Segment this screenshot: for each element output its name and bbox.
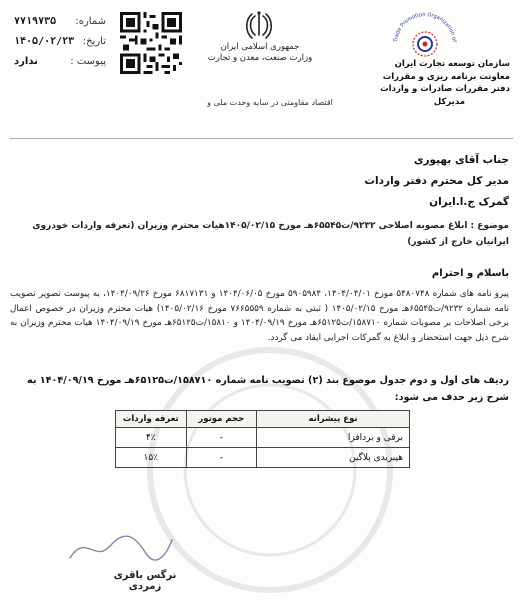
signer-name: نرگس باقری زمردی: [113, 570, 177, 592]
table-row: [116, 448, 410, 468]
body-paragraph-1: پیرو نامه های شماره ۵۴۸۰۷۴۸ مورخ ۱۴۰۴/۰۴/۰۱، ۵۹۰۵۹۸۴ مورخ ۱۴۰۴/۰۶/۰۵ و ۶۸۱۷۱۳۱ مورخ ۱۴۰۴/۰۹/۲۶، به پیوست تصویر تصویب نامه شماره ۹۲۳۲/ت۶۵۵۴۵هـ مورخ ۱۴۰۵/۰۲/۱۵ ( ثبتی به شماره ۷۶۶۵۵۵۹ مورخ ۱۴۰۵/۰۲/۱۶) هیات محترم وزیران در خصوص اعمال برخی اصلاحات بر مصوبات شماره ۱۵۸۷۱۰/ت۶۵۱۲۵هـ مورخ ۱۴۰۴/۰۹/۱۹ و ۱۵۸۱۰/ت۶۵۱۲۵هـ مورخ ۱۴۰۴/۰۹/۱۹ هیات محترم وزیران به شرح ذیل جهت استحضار و ابلاغ به گمرکات اجرایی ایفاد می گردد.: [10, 289, 510, 343]
table-cell: ۴٪: [116, 428, 187, 448]
number-row: [14, 12, 106, 32]
number-value: ۷۷۱۹۷۳۵: [14, 16, 57, 27]
column-header-engine-volume: حجم موتور: [186, 411, 257, 428]
table-cell: برقی و بردافزا: [257, 428, 410, 448]
table-cell: ۱۵٪: [116, 448, 187, 468]
addressee-title: مدیر کل محترم دفتر واردات: [364, 175, 509, 187]
date-value: ۱۴۰۵/۰۲/۲۳: [14, 36, 75, 47]
slogan-text: اقتصاد مقاومتی در سایه وحدت ملی و: [207, 98, 333, 107]
tariff-table: [115, 410, 410, 468]
ministry-name: [205, 42, 315, 64]
ministry-line-1: جمهوری اسلامی ایران: [220, 42, 300, 52]
column-header-import-tariff: تعرفه واردات: [116, 411, 187, 428]
tpo-logo-icon: [385, 4, 465, 60]
attachment-label: پیوست :: [70, 56, 106, 67]
body-paragraph-2: ردیف های اول و دوم جدول موضوع بند (۲) تصویب نامه شماره ۱۵۸۷۱۰/ت۶۵۱۲۵هـ مورخ ۱۴۰۴/۰۹/۱۹ به شرح زیر حذف می شود:: [27, 375, 509, 403]
national-emblem-icon: [245, 10, 273, 40]
organization-block: [360, 58, 510, 108]
table-header-row: [116, 411, 410, 428]
org-line: دفتر مقررات صادرات و واردات: [380, 84, 510, 94]
header-divider: [10, 138, 513, 139]
handwritten-signature-icon: [60, 528, 180, 568]
logo-arc-text: Trade Promotion Organization of: [393, 11, 457, 43]
date-row: [14, 32, 106, 52]
letter-subject: موضوع : ابلاغ مصوبه اصلاحی ۹۲۳۲/ت۶۵۵۴۵هـ مورخ ۱۴۰۵/۰۲/۱۵هیات محترم وزیران (تعرفه واردات خودروی ایرانیان خارج از کشور): [32, 221, 509, 247]
org-line: سازمان توسعه تجارت ایران: [394, 59, 510, 69]
addressee-name: جناب آقای بهپوری: [413, 154, 509, 166]
addressee-block: [209, 150, 509, 213]
attachment-value: ندارد: [14, 56, 38, 67]
column-header-engine-type: نوع پیشرانه: [257, 411, 410, 428]
org-line: معاونت برنامه ریزی و مقررات: [382, 71, 510, 82]
letter-meta: [14, 12, 106, 72]
org-line: مدیرکل: [433, 96, 465, 107]
table-row: [116, 428, 410, 448]
greeting: باسلام و احترام: [431, 268, 509, 279]
qr-code-icon: [120, 12, 182, 74]
addressee-organization: گمرک ج.ا.ایران: [429, 196, 509, 208]
ministry-line-2: وزارت صنعت، معدن و تجارت: [207, 53, 313, 63]
table-cell: -: [186, 448, 257, 468]
attachment-row: [14, 52, 106, 72]
table-cell: -: [186, 428, 257, 448]
number-label: شماره:: [75, 16, 106, 27]
date-label: تاریخ:: [82, 36, 106, 47]
table-cell: هیبریدی پلاگین: [257, 448, 410, 468]
